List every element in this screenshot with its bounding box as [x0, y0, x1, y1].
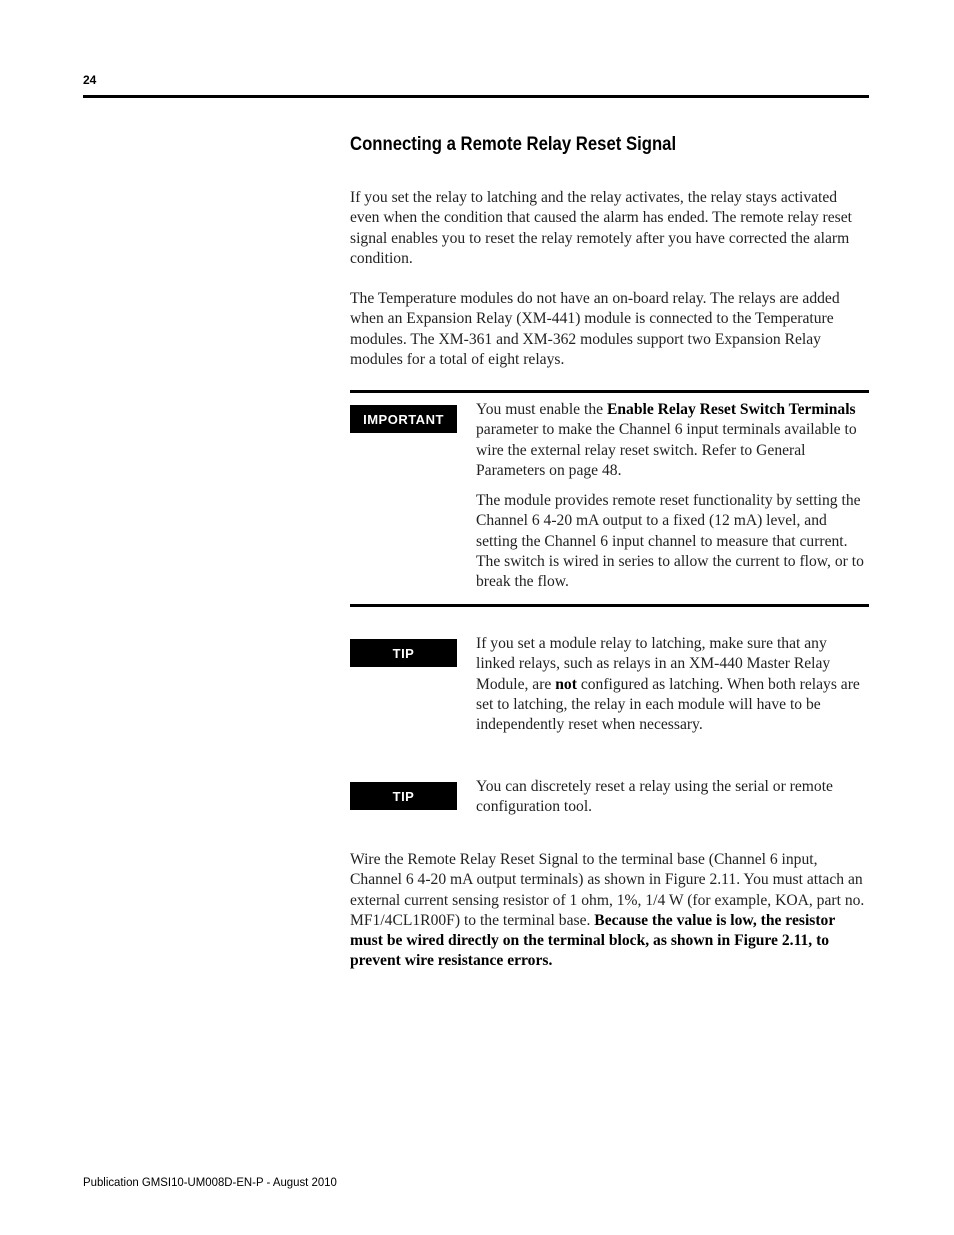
text-span: Wire the Remote Relay Reset Signal to the terminal base (Channel 6 input, Channel 6 4-20 mA output terminals) as shown in Figure 2.11. You must attach an external current sensing resistor of 1 ohm, 1%, 1/4 W (for example, KOA, part no. MF1/4CL1R00F) to the terminal base.	[350, 851, 865, 929]
text-span: parameter to make the Channel 6 input terminals available to wire the external relay reset switch. Refer to General Parameters on page 48.	[476, 421, 857, 479]
important-label: IMPORTANT	[350, 405, 457, 433]
text-span: configured as latching. When both relays are set to latching, the relay in each module will have to be independently reset when necessary.	[476, 675, 860, 734]
body-paragraph	[350, 850, 870, 972]
header-rule	[83, 95, 869, 98]
bold-parameter-name: Enable Relay Reset Switch Terminals	[606, 401, 856, 418]
bold-warning: Because the value is low, the resistor must be wired directly on the terminal block, as shown in Figure 2.11, to prevent wire resistance errors.	[350, 911, 835, 970]
section-title: Connecting a Remote Relay Reset Signal	[350, 134, 677, 155]
callout-bottom-rule	[350, 604, 869, 607]
bold-emphasis: not	[555, 675, 577, 693]
tip-paragraph: You can discretely reset a relay using the serial or remote configuration tool.	[476, 778, 833, 816]
text-span: If you set a module relay to latching, make sure that any linked relays, such as relays in an XM-440 Master Relay Module, are	[476, 635, 831, 693]
important-paragraph-1	[476, 400, 869, 481]
important-paragraph-2: The module provides remote reset functionality by setting the Channel 6 4-20 mA output to a fixed (12 mA) level, and setting the Channel 6 input channel to measure that current. The switch is wired in series to allow the current to flow, or to break the flow.	[476, 492, 864, 591]
callout-top-rule	[350, 390, 869, 393]
tip-label: TIP	[350, 639, 457, 667]
page-number: 24	[83, 73, 97, 87]
tip-label: TIP	[350, 782, 457, 810]
tip-callout-text	[476, 777, 869, 818]
tip-paragraph	[476, 634, 869, 735]
text-span: You must enable the	[476, 401, 607, 418]
body-paragraph: The Temperature modules do not have an on-board relay. The relays are added when an Expansion Relay (XM-441) module is connected to the Temperature modules. The XM-361 and XM-362 modules support two Expansion Relay modules for a total of eight relays.	[350, 290, 840, 368]
tip-callout-text	[476, 634, 869, 735]
body-paragraph: If you set the relay to latching and the relay activates, the relay stays activated even when the condition that caused the alarm has ended. The remote relay reset signal enables you to reset the relay remotely after you have corrected the alarm condition.	[350, 189, 852, 267]
important-callout-text	[476, 400, 869, 593]
publication-footer: Publication GMSI10-UM008D-EN-P - August 2010	[83, 1175, 337, 1189]
